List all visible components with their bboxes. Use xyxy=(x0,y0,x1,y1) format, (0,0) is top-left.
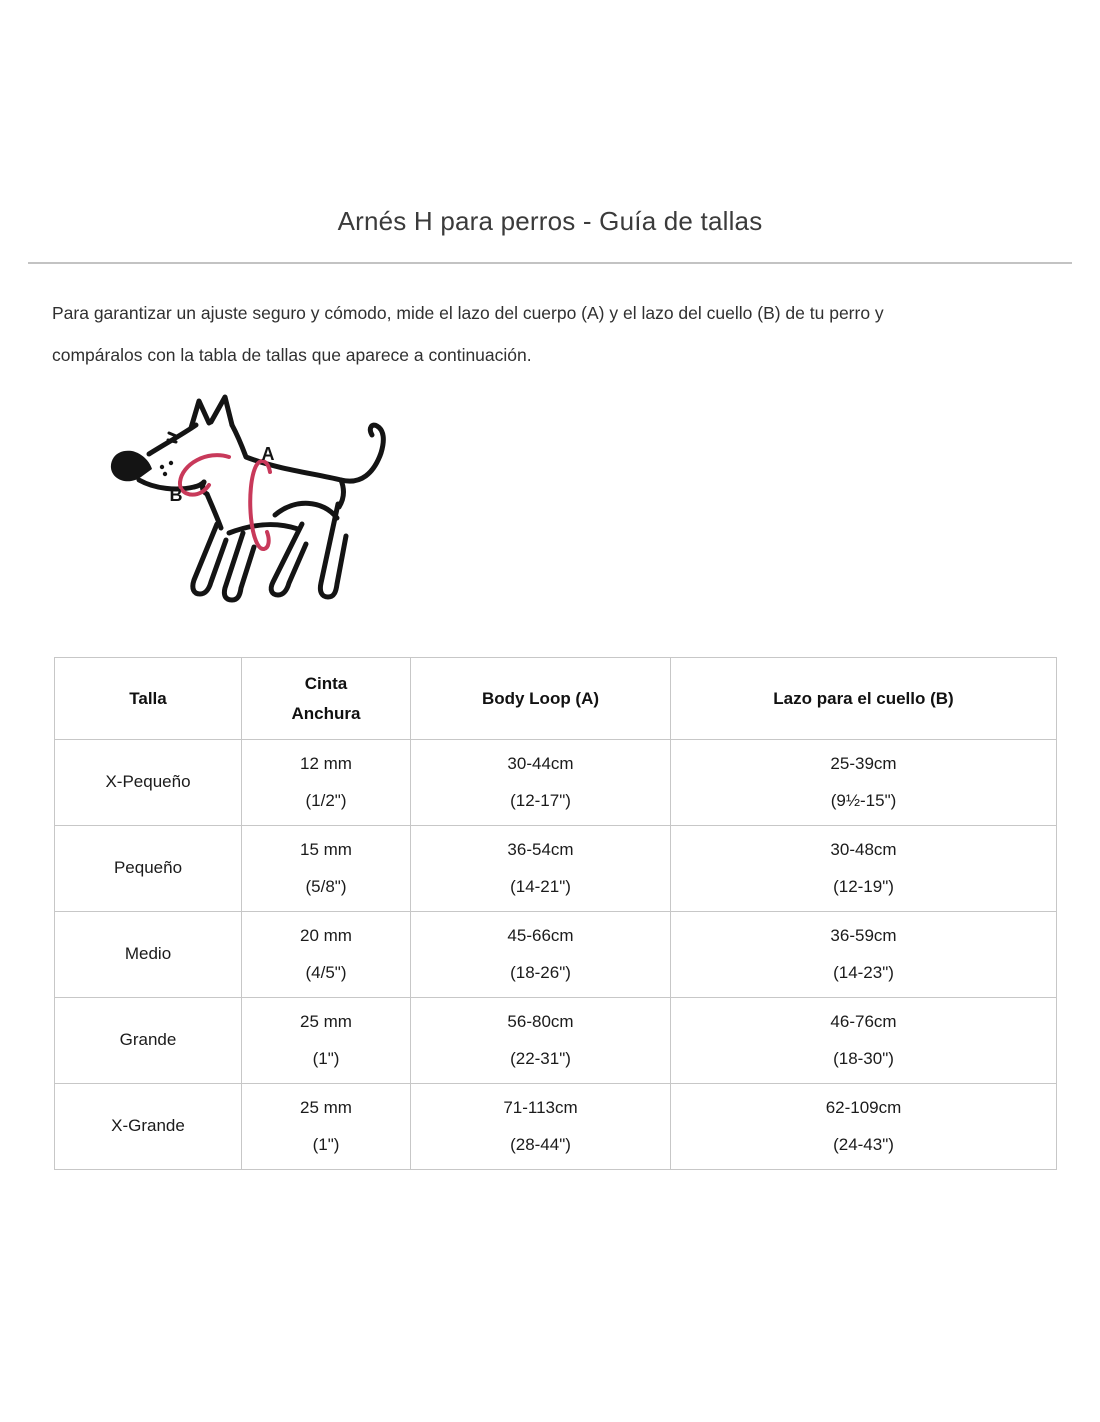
table-row-medio xyxy=(55,912,1057,998)
table-row-grande xyxy=(55,998,1057,1084)
cell-talla: Pequeño xyxy=(55,826,242,912)
dog-measurement-diagram xyxy=(105,393,435,605)
cell-talla: X-Grande xyxy=(55,1084,242,1170)
body-loop-label: A xyxy=(261,444,275,464)
dog-haunch-line xyxy=(275,503,337,518)
cell-cinta: 25 mm (1") xyxy=(242,1084,411,1170)
dog-front-leg-left xyxy=(193,524,226,594)
cell-body-loop: 36-54cm (14-21") xyxy=(411,826,671,912)
cell-body-loop: 30-44cm (12-17") xyxy=(411,740,671,826)
cell-lazo-cuello: 25-39cm (9½-15") xyxy=(671,740,1057,826)
dog-rear-leg-left xyxy=(271,524,306,595)
dog-diagram-svg xyxy=(105,393,435,605)
size-table-header xyxy=(55,658,1057,740)
table-row-x-grande xyxy=(55,1084,1057,1170)
dog-back-line xyxy=(232,425,341,480)
neck-loop-label: B xyxy=(169,485,183,505)
dog-detail-mark-1 xyxy=(169,433,176,436)
cell-talla: X-Pequeño xyxy=(55,740,242,826)
dog-ear-right xyxy=(211,397,232,425)
col-header-lazo-cuello: Lazo para el cuello (B) xyxy=(671,658,1057,740)
table-row-pequeno xyxy=(55,826,1057,912)
size-table-body xyxy=(55,740,1057,1170)
dog-belly-line xyxy=(229,524,298,533)
size-table xyxy=(54,657,1057,1170)
cell-cinta: 20 mm (4/5") xyxy=(242,912,411,998)
cell-talla: Grande xyxy=(55,998,242,1084)
dog-rear-leg-right xyxy=(320,504,346,597)
cell-body-loop: 56-80cm (22-31") xyxy=(411,998,671,1084)
cell-lazo-cuello: 36-59cm (14-23") xyxy=(671,912,1057,998)
dog-detail-mark-2 xyxy=(168,440,176,442)
dog-nose xyxy=(111,451,152,482)
col-header-cinta-anchura: Cinta Anchura xyxy=(242,658,411,740)
cell-body-loop: 45-66cm (18-26") xyxy=(411,912,671,998)
col-header-talla: Talla xyxy=(55,658,242,740)
dog-ear-left xyxy=(191,401,209,428)
table-row-x-pequeno xyxy=(55,740,1057,826)
cell-cinta: 15 mm (5/8") xyxy=(242,826,411,912)
title-divider xyxy=(28,262,1072,264)
cell-lazo-cuello: 46-76cm (18-30") xyxy=(671,998,1057,1084)
page-title: Arnés H para perros - Guía de tallas xyxy=(337,206,763,236)
measurement-loops xyxy=(180,455,270,549)
cell-lazo-cuello: 30-48cm (12-19") xyxy=(671,826,1057,912)
dog-tail xyxy=(341,425,383,481)
dog-front-leg-right xyxy=(224,533,254,600)
cell-cinta: 25 mm (1") xyxy=(242,998,411,1084)
intro-text: Para garantizar un ajuste seguro y cómodo, mide el lazo del cuerpo (A) y el lazo del cuello (B) de tu perro y compáralos con la tabla de tallas que aparece a continuación. xyxy=(52,303,884,365)
dog-whisker-dots xyxy=(160,461,173,476)
col-header-body-loop: Body Loop (A) xyxy=(411,658,671,740)
cell-lazo-cuello: 62-109cm (24-43") xyxy=(671,1084,1057,1170)
cell-cinta: 12 mm (1/2") xyxy=(242,740,411,826)
header-row xyxy=(55,658,1057,740)
body-loop-line xyxy=(250,461,270,549)
cell-talla: Medio xyxy=(55,912,242,998)
cell-body-loop: 71-113cm (28-44") xyxy=(411,1084,671,1170)
